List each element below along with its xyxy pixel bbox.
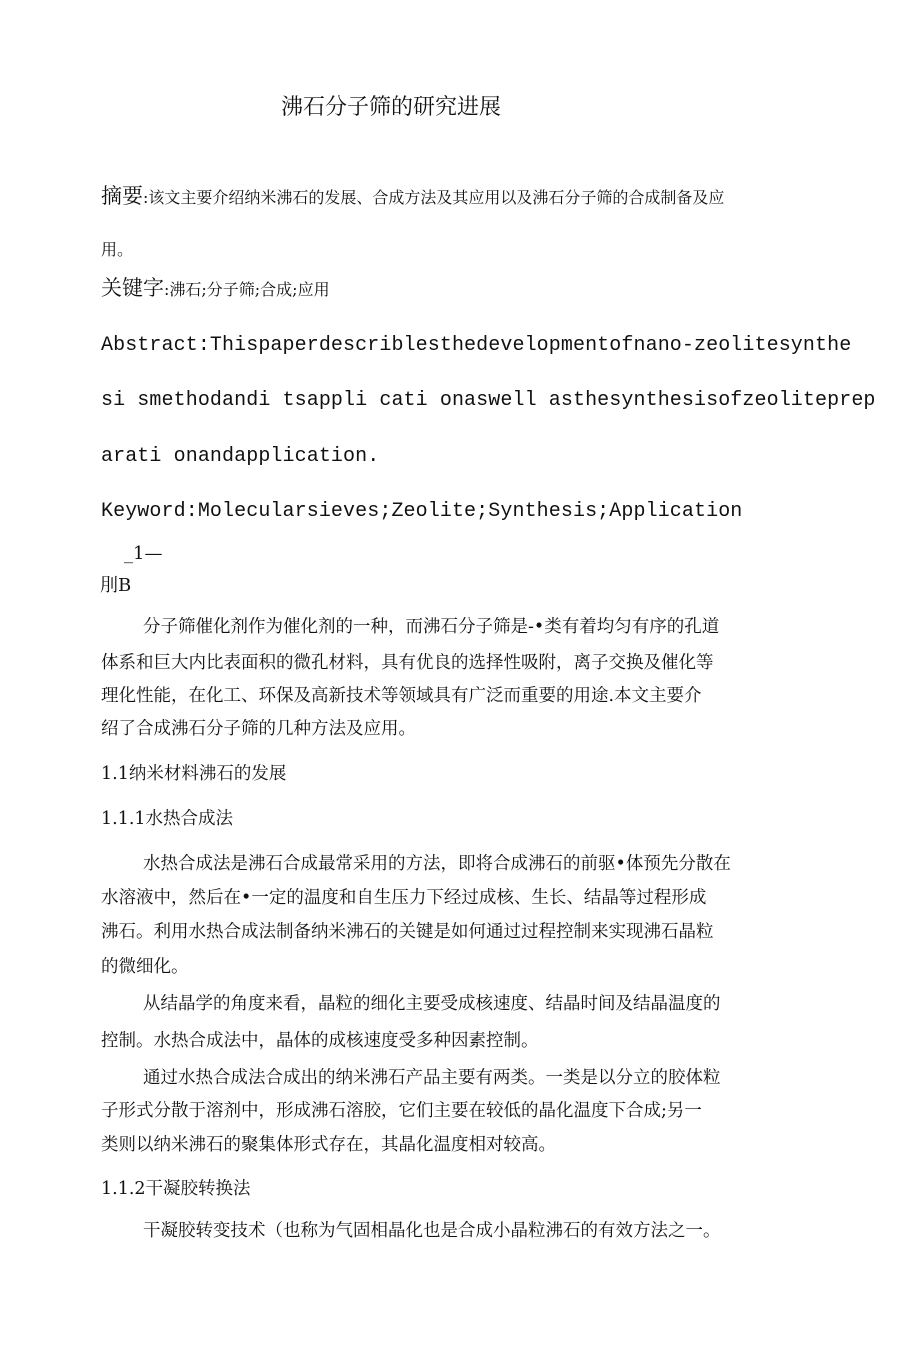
keyword-en: Keyword:Molecularsieves;Zeolite;Synthesis;Application xyxy=(101,500,743,523)
paragraph-line: 分子筛催化剂作为催化剂的一种，而沸石分子筛是-•类有着均匀有序的孔道 xyxy=(143,617,720,637)
document-title: 沸石分子筛的研究进展 xyxy=(281,94,502,119)
paragraph-line: 体系和巨大内比表面积的微孔材料，具有优良的选择性吸附，离子交换及催化等 xyxy=(101,653,714,673)
abstract-en-line2: si smethodandi tsappli cati onaswell asthesynthesisofzeoliteprep xyxy=(101,389,876,412)
paragraph-line: 干凝胶转变技术（也称为气固相晶化也是合成小晶粒沸石的有效方法之一。 xyxy=(143,1221,721,1241)
abstract-cn-text-line1: :该文主要介绍纳米沸石的发展、合成方法及其应用以及沸石分子筛的合成制备及应 xyxy=(143,188,725,207)
abstract-en-line3: arati onandapplication. xyxy=(101,445,380,468)
abstract-cn-label: 摘要 xyxy=(101,185,143,208)
preface-heading: 刖B xyxy=(100,575,132,596)
section-heading-1-1: 1.1纳米材料沸石的发展 xyxy=(101,764,287,784)
keywords-cn-text: :沸石;分子筛;合成;应用 xyxy=(164,280,330,299)
page-number: _1— xyxy=(124,543,163,564)
paragraph-line: 理化性能，在化工、环保及高新技术等领域具有广泛而重要的用途.本文主要介 xyxy=(101,686,702,706)
paragraph-line: 从结晶学的角度来看，晶粒的细化主要受成核速度、结晶时间及结晶温度的 xyxy=(143,994,721,1014)
paragraph-line: 控制。水热合成法中，晶体的成核速度受多种因素控制。 xyxy=(101,1031,539,1051)
abstract-en-line1: Abstract:Thispaperdescriblesthedevelopmentofnano-zeolitesynthe xyxy=(101,334,852,357)
paragraph-line: 通过水热合成法合成出的纳米沸石产品主要有两类。一类是以分立的胶体粒 xyxy=(143,1068,721,1088)
abstract-cn xyxy=(101,180,724,210)
paragraph-line: 绍了合成沸石分子筛的几种方法及应用。 xyxy=(101,719,416,739)
keywords-cn-label: 关键字 xyxy=(101,277,164,300)
section-heading-1-1-1: 1.1.1水热合成法 xyxy=(101,809,234,829)
paragraph-line: 水热合成法是沸石合成最常采用的方法，即将合成沸石的前驱•体预先分散在 xyxy=(143,854,731,874)
section-heading-1-1-2: 1.1.2干凝胶转换法 xyxy=(101,1179,251,1199)
keywords-cn xyxy=(101,272,330,302)
paragraph-line: 类则以纳米沸石的聚集体形式存在，其晶化温度相对较高。 xyxy=(101,1135,556,1155)
abstract-cn-text-line2: 用。 xyxy=(101,240,134,259)
paragraph-line: 的微细化。 xyxy=(101,957,189,977)
paragraph-line: 沸石。利用水热合成法制备纳米沸石的关键是如何通过过程控制来实现沸石晶粒 xyxy=(101,922,714,942)
paragraph-line: 水溶液中，然后在•一定的温度和自生压力下经过成核、生长、结晶等过程形成 xyxy=(101,888,707,908)
paragraph-line: 子形式分散于溶剂中，形成沸石溶胶，它们主要在较低的晶化温度下合成;另一 xyxy=(101,1101,702,1121)
